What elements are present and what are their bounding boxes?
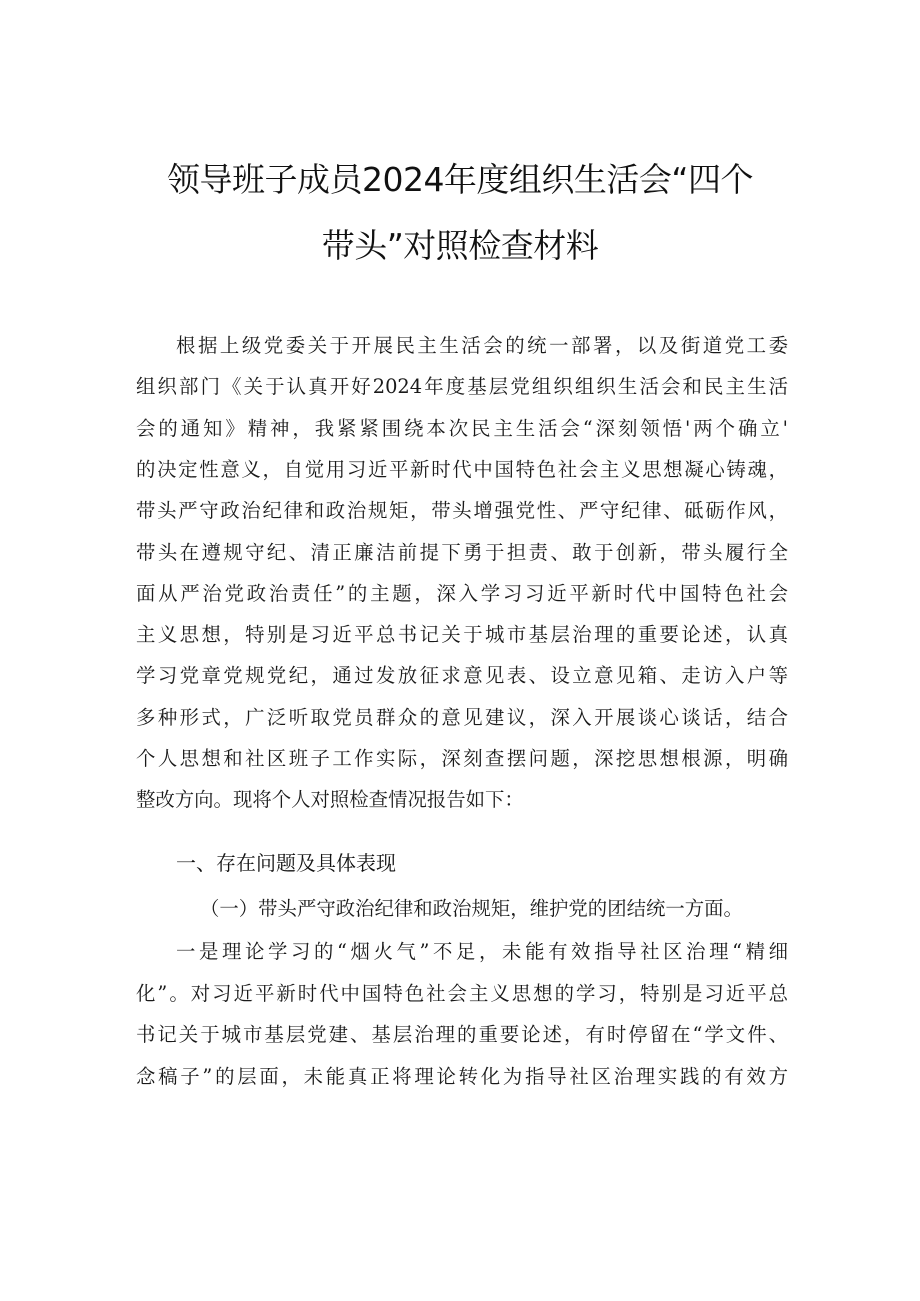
paragraph-line: 根据上级党委关于开展民主生活会的统一部署，以及街道党工委	[176, 334, 788, 357]
paragraph-line: 带头在遵规守纪、清正廉洁前提下勇于担责、敢于创新，带头履行全	[136, 540, 788, 564]
paragraph-line: 学习党章党规党纪，通过发放征求意见表、设立意见箱、走访入户等	[136, 664, 788, 688]
paragraph-line: 主义思想，特别是习近平总书记关于城市基层治理的重要论述，认真	[136, 623, 788, 647]
paragraph-line: 个人思想和社区班子工作实际，深刻查摆问题，深挖思想根源，明确	[136, 747, 788, 770]
paragraph-line: 会的通知》精神，我紧紧围绕本次民主生活会“深刻领悟'两个确立'	[136, 416, 788, 440]
document-title-line-2: 带头”对照检查材料	[321, 226, 599, 265]
paragraph-line: 面从严治党政治责任”的主题，深入学习习近平新时代中国特色社会	[136, 581, 788, 605]
document-title-line-1: 领导班子成员2024年度组织生活会“四个	[166, 160, 754, 199]
section-heading: 一、存在问题及具体表现	[176, 851, 396, 875]
paragraph-line: 组织部门《关于认真开好2024年度基层党组织组织生活会和民主生活	[136, 375, 788, 399]
paragraph-line: 的决定性意义，自觉用习近平新时代中国特色社会主义思想凝心铸魂，	[136, 457, 788, 481]
paragraph-line: 整改方向。现将个人对照检查情况报告如下：	[136, 788, 524, 812]
paragraph-line: 书记关于城市基层党建、基层治理的重要论述，有时停留在“学文件、	[136, 1023, 788, 1046]
subsection-heading: （一）带头严守政治纪律和政治规矩，维护党的团结统一方面。	[200, 897, 743, 920]
paragraph-line: 念稿子”的层面，未能真正将理论转化为指导社区治理实践的有效方	[136, 1064, 788, 1088]
paragraph-line: 多种形式，广泛听取党员群众的意见建议，深入开展谈心谈话，结合	[136, 705, 788, 729]
paragraph-line: 一是理论学习的“烟火气”不足，未能有效指导社区治理“精细	[176, 940, 788, 963]
paragraph-line: 化”。对习近平新时代中国特色社会主义思想的学习，特别是习近平总	[136, 981, 788, 1005]
paragraph-line: 带头严守政治纪律和政治规矩，带头增强党性、严守纪律、砥砺作风，	[136, 499, 788, 523]
